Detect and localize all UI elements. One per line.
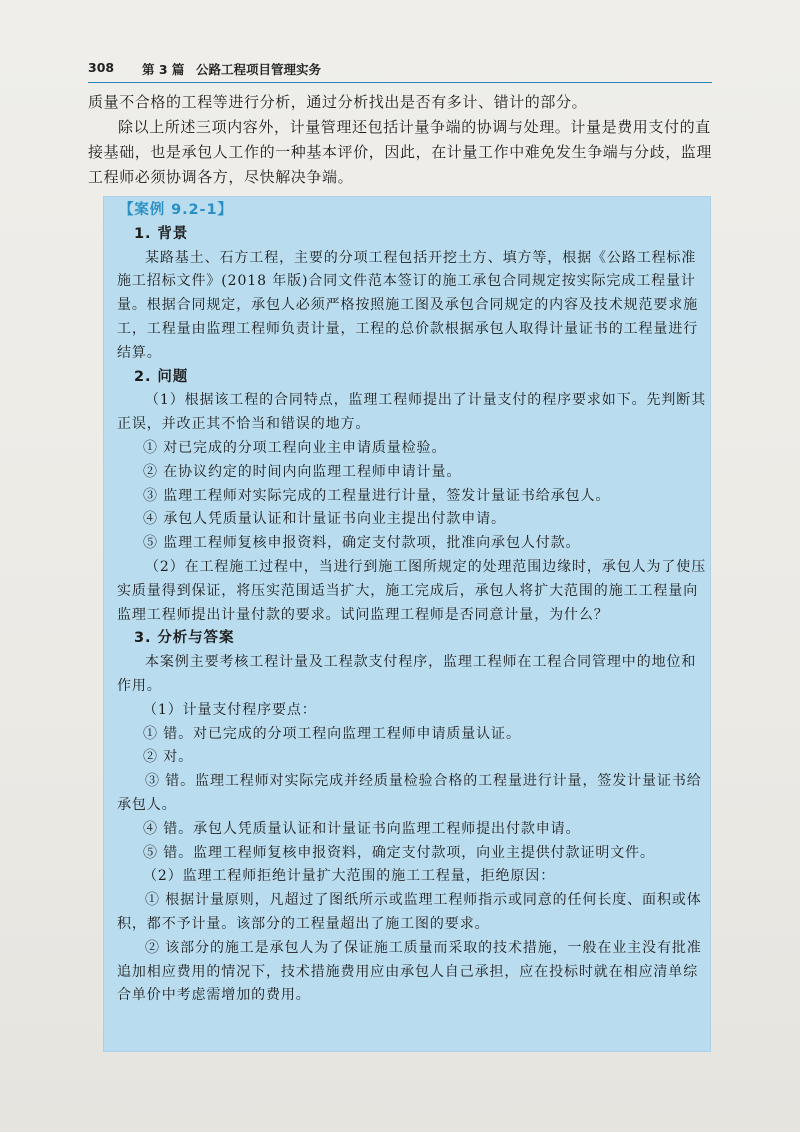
answer-2-item: ① 根据计量原则，凡超过了图纸所示或监理工程师指示或同意的任何长度、面积或体积，都不予计量。该部分的工程量超出了施工图的要求。 bbox=[117, 892, 702, 932]
answer-1-item: ② 对。 bbox=[143, 749, 194, 766]
answer-1-item: ④ 错。承包人凭质量认证和计量证书向监理工程师提出付款申请。 bbox=[143, 820, 581, 837]
answer-heading: 3. 分析与答案 bbox=[134, 630, 235, 647]
intro-paragraph-1: 质量不合格的工程等进行分析，通过分析找出是否有多计、错计的部分。 bbox=[88, 93, 588, 111]
background-text: 某路基土、石方工程，主要的分项工程包括开挖土方、填方等，根据《公路工程标准施工招标文件》(2018 年版)合同文件范本签订的施工承包合同规定按实际完成工程量计量。根据合同规定，承包人必须严格按照施工图及承包合同规定的内容及技术规范要求施工，工程量由监理工程师负责计量，工程的总价款根据承包人取得计量证书的工程量进行结算。 bbox=[117, 249, 699, 361]
question-1-item: ② 在协议约定的时间内向监理工程师申请计量。 bbox=[143, 463, 462, 480]
answer-1-item: ⑤ 错。监理工程师复核申报资料，确定支付款项，向业主提供付款证明文件。 bbox=[143, 844, 655, 861]
intro-text bbox=[88, 90, 712, 190]
intro-paragraph-2: 除以上所述三项内容外，计量管理还包括计量争端的协调与处理。计量是费用支付的直接基础，也是承包人工作的一种基本评价，因此，在计量工作中难免发生争端与分歧，监理工程师必须协调各方，尽快解决争端。 bbox=[88, 118, 713, 186]
running-header bbox=[88, 56, 712, 83]
background-heading: 1. 背景 bbox=[134, 225, 189, 242]
answer-1-item: ① 错。对已完成的分项工程向监理工程师申请质量认证。 bbox=[143, 725, 521, 742]
question-1-item: ① 对已完成的分项工程向业主申请质量检验。 bbox=[143, 439, 447, 456]
answer-1-title: （1）计量支付程序要点： bbox=[143, 701, 317, 718]
question-2-text: （2）在工程施工过程中，当进行到施工图所规定的处理范围边缘时，承包人为了使压实质量得到保证，将压实范围适当扩大，施工完成后，承包人将扩大范围的施工工程量向监理工程师提出计量付款的要求。试问监理工程师是否同意计量，为什么？ bbox=[117, 558, 707, 623]
answer-1-item: ③ 错。监理工程师对实际完成并经质量检验合格的工程量进行计量，签发计量证书给承包人。 bbox=[117, 773, 702, 813]
part-label: 第 3 篇 bbox=[142, 62, 185, 77]
case-study bbox=[117, 199, 709, 1008]
page-number: 308 bbox=[88, 60, 115, 75]
book-title: 公路工程项目管理实务 bbox=[196, 62, 322, 77]
question-1-item: ⑤ 监理工程师复核申报资料，确定支付款项，批准向承包人付款。 bbox=[143, 535, 581, 552]
answer-2-title: （2）监理工程师拒绝计量扩大范围的施工工程量，拒绝原因： bbox=[143, 868, 556, 885]
question-heading: 2. 问题 bbox=[134, 368, 189, 385]
answer-2-item: ② 该部分的施工是承包人为了保证施工质量而采取的技术措施，一般在业主没有批准追加相应费用的情况下，技术措施费用应由承包人自己承担，应在投标时就在相应清单综合单价中考虑需增加的费用。 bbox=[117, 939, 702, 1004]
answer-intro: 本案例主要考核工程计量及工程款支付程序，监理工程师在工程合同管理中的地位和作用。 bbox=[117, 654, 697, 694]
question-1-item: ④ 承包人凭质量认证和计量证书向业主提出付款申请。 bbox=[143, 511, 506, 528]
question-1-text: （1）根据该工程的合同特点，监理工程师提出了计量支付的程序要求如下。先判断其正误，并改正其不恰当和错误的地方。 bbox=[117, 392, 707, 433]
case-title: 【案例 9.2-1】 bbox=[119, 202, 233, 218]
question-1-item: ③ 监理工程师对实际完成的工程量进行计量，签发计量证书给承包人。 bbox=[143, 487, 611, 504]
